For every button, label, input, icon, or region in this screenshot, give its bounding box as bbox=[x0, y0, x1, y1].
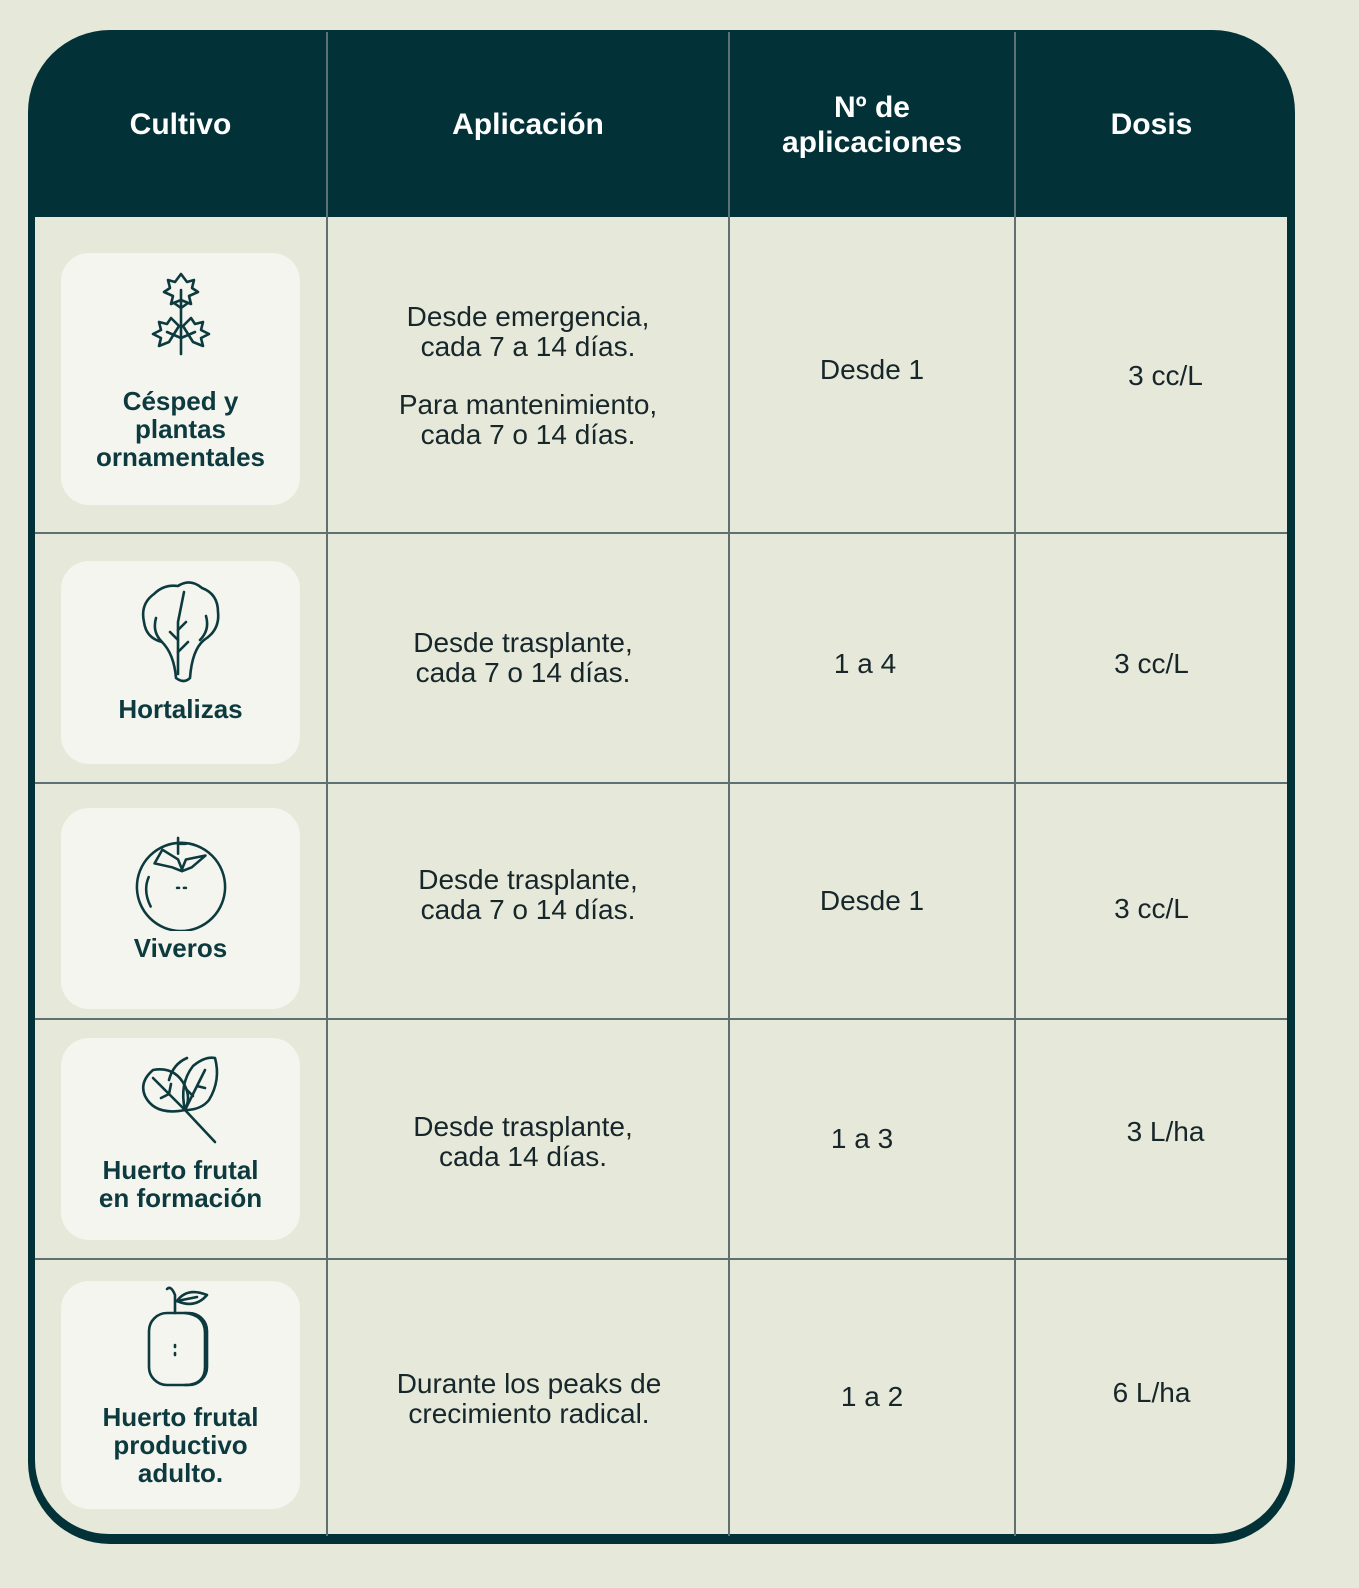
dose-cell: 3 cc/L bbox=[1114, 893, 1189, 924]
crop-name: Huerto frutal productivo adulto. bbox=[102, 1402, 259, 1488]
header-num-aplicaciones: Nº de aplicaciones bbox=[781, 90, 963, 159]
header-aplicacion: Aplicación bbox=[452, 108, 604, 141]
dose-cell: 6 L/ha bbox=[1112, 1377, 1191, 1408]
crop-name: Césped y plantas ornamentales bbox=[95, 386, 266, 472]
crop-card bbox=[61, 253, 300, 505]
lettuce-icon bbox=[133, 583, 229, 679]
dose-cell: 3 L/ha bbox=[1126, 1116, 1205, 1147]
application-cell: Desde trasplante, cada 14 días. bbox=[413, 1111, 633, 1172]
header-cultivo: Cultivo bbox=[129, 108, 232, 141]
count-cell: Desde 1 bbox=[819, 885, 925, 916]
crop-card bbox=[61, 1281, 300, 1509]
application-cell: Desde trasplante, cada 7 o 14 días. bbox=[418, 864, 638, 925]
tomato-icon bbox=[133, 834, 229, 930]
crop-card bbox=[61, 1038, 300, 1240]
crop-card bbox=[61, 561, 300, 764]
crop-card bbox=[61, 808, 300, 1009]
count-cell: 1 a 2 bbox=[840, 1381, 904, 1412]
application-cell: Desde emergencia, cada 7 a 14 días. Para mantenimiento, cada 7 o 14 días. bbox=[398, 300, 658, 450]
application-cell: Desde trasplante, cada 7 o 14 días. bbox=[413, 627, 633, 688]
leaf-icon bbox=[133, 265, 229, 361]
fruit-icon bbox=[133, 1289, 229, 1385]
count-cell: Desde 1 bbox=[819, 353, 925, 385]
count-cell: 1 a 3 bbox=[830, 1123, 894, 1154]
crop-name: Viveros bbox=[133, 933, 228, 963]
crop-name: Hortalizas bbox=[118, 694, 243, 724]
spinach-icon bbox=[133, 1052, 229, 1148]
dose-cell: 3 cc/L bbox=[1114, 648, 1189, 679]
application-cell: Durante los peaks de crecimiento radical. bbox=[396, 1368, 662, 1429]
dose-cell: 3 cc/L bbox=[1128, 359, 1203, 391]
crop-name: Huerto frutal en formación bbox=[98, 1155, 263, 1213]
count-cell: 1 a 4 bbox=[833, 648, 897, 679]
header-dosis: Dosis bbox=[1110, 108, 1193, 141]
